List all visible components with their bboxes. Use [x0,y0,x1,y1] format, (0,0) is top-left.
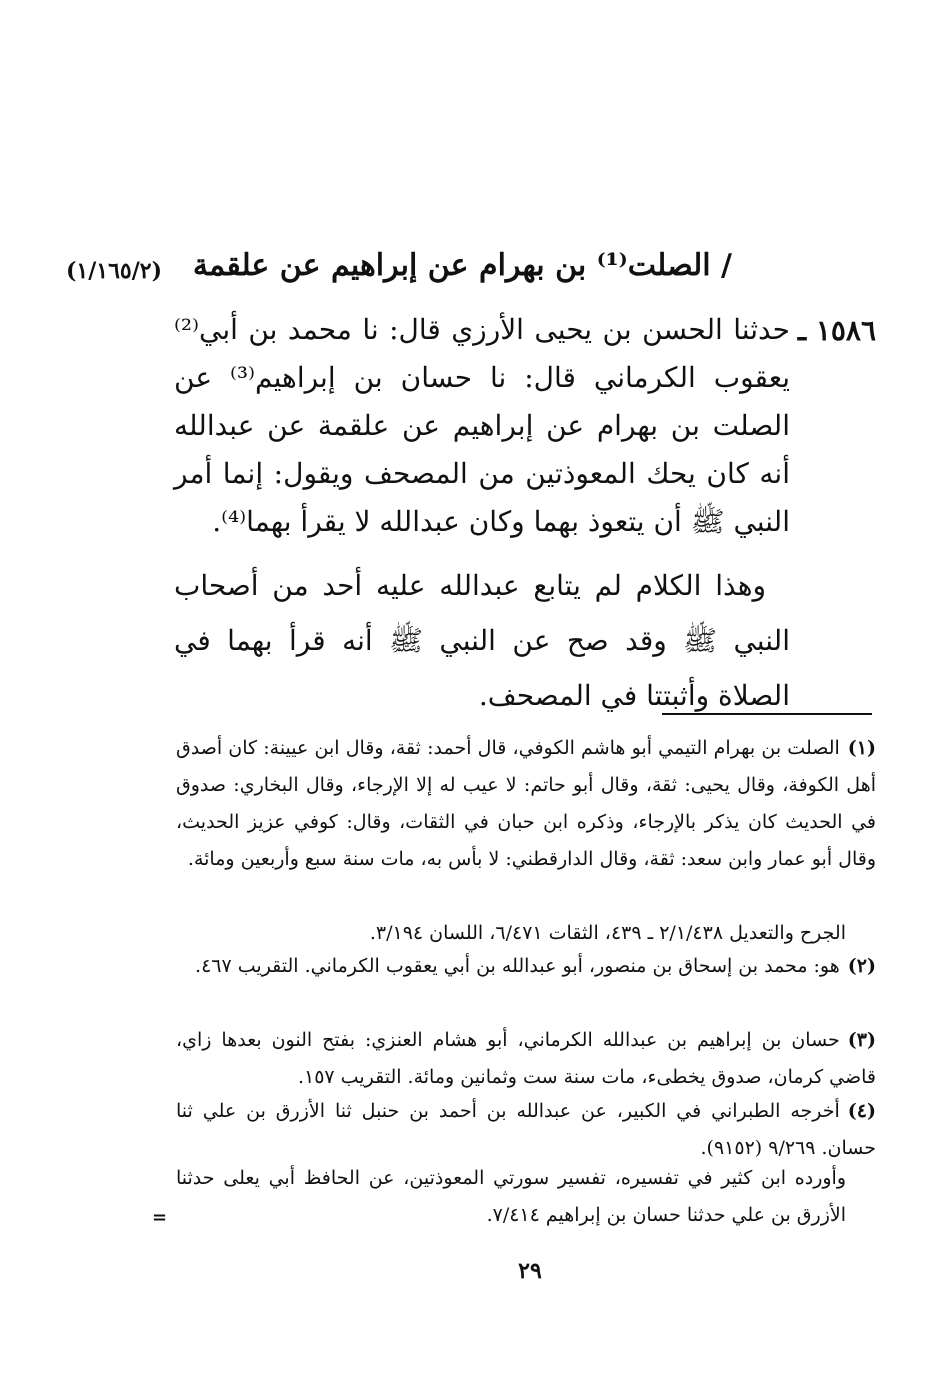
footnote-4 [176,1093,876,1167]
footnote-text: هو: محمد بن إسحاق بن منصور، أبو عبدالله بن أبي يعقوب الكرماني. التقريب ٤٦٧. [195,955,840,977]
manuscript-reference: (١/١٦٥/٢) [66,258,162,284]
footnote-1-refs: الجرح والتعديل ٢/١/٤٣٨ ـ ٤٣٩، الثقات ٦/٤٧١، اللسان ٣/١٩٤. [369,922,846,944]
footnote-text: حسان بن إبراهيم بن عبدالله الكرماني، أبو هشام العنزي: بفتح النون بعدها زاي، قاضي كرمان، صدوق يخطىء، مات سنة ست وثمانين ومائة. التقريب ١٥٧. [176,1029,876,1088]
footnote-text: أخرجه الطبراني في الكبير، عن عبدالله بن أحمد بن حنبل ثنا الأزرق بن علي ثنا حسان. ٩/٢٦٩ (٩١٥٢). [176,1100,876,1159]
chapter-title: / الصلت⁽¹⁾ بن بهرام عن إبراهيم عن علقمة [192,248,732,283]
footnote-text: الصلت بن بهرام التيمي أبو هاشم الكوفي، قال أحمد: ثقة، وقال ابن عيينة: كان أصدق أهل الكوفة، وقال يحيى: ثقة، وقال أبو حاتم: لا عيب له إلا الإرجاء، وقال البخاري: صدوق في الحديث كان يذكر بالإرجاء، وذكره ابن حبان في الثقات، وقال: كوفي عزيز الحديث، وقال أبو عمار وابن سعد: ثقة، وقال الدارقطني: لا بأس به، مات سنة سبع وأربعين ومائة. [176,737,876,870]
author-comment: وهذا الكلام لم يتابع عبدالله عليه أحد من أصحاب النبي ﷺ وقد صح عن النبي ﷺ أنه قرأ بهما في الصلاة وأثبتتا في المصحف. [174,569,790,712]
footnote-number: (٢) [847,955,876,977]
footnote-4-extra: وأورده ابن كثير في تفسيره، تفسير سورتي المعوذتين، عن الحافظ أبي يعلى حدثنا الأزرق بن علي حدثنا حسان بن إبراهيم ٧/٤١٤. [176,1167,846,1226]
footnote-number: (٣) [847,1029,876,1051]
footnote-number: (١) [847,737,876,759]
footnote-1 [176,730,876,878]
footnote-divider [662,713,872,715]
continuation-mark: = [152,1207,168,1228]
footnote-number: (٤) [847,1100,876,1122]
footnote-2 [176,948,876,985]
hadith-text: حدثنا الحسن بن يحيى الأرزي قال: نا محمد بن أبي⁽²⁾ يعقوب الكرماني قال: نا حسان بن إبراهيم⁽³⁾ عن الصلت بن بهرام عن إبراهيم عن علقمة عن عبدالله أنه كان يحك المعوذتين من المصحف ويقول: إنما أمر النبي ﷺ أن يتعوذ بهما وكان عبدالله لا يقرأ بهما⁽⁴⁾. [174,313,790,538]
footnote-3 [176,1022,876,1096]
page-number: ٢٩ [518,1258,542,1284]
hadith-number: ١٥٨٦ ـ [797,314,876,347]
